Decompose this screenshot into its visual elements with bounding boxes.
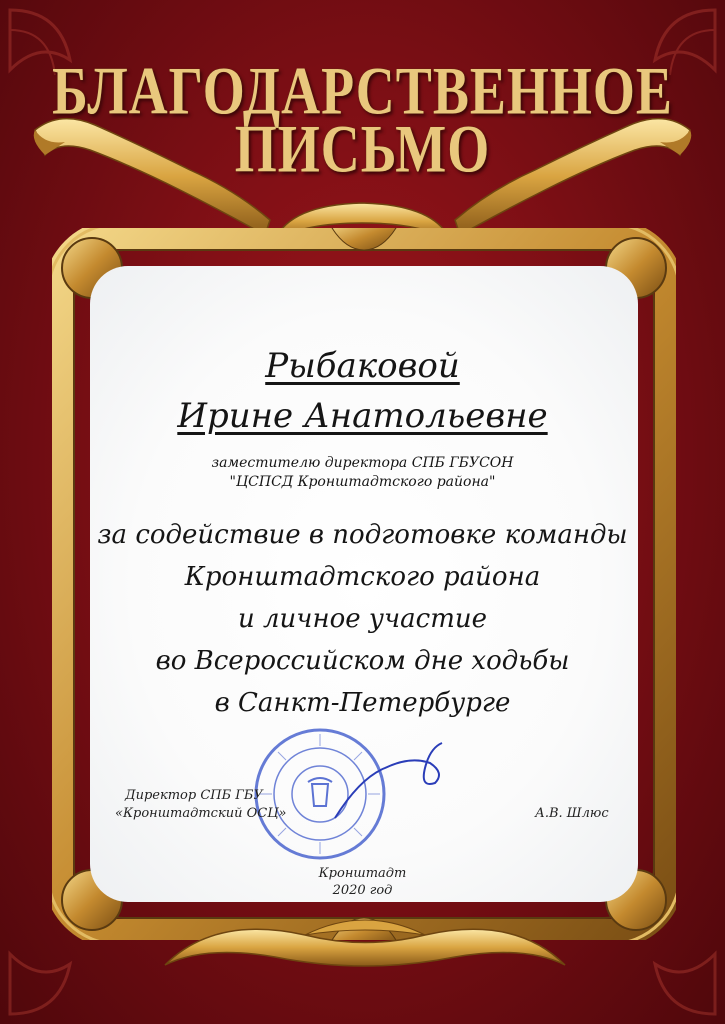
recipient-position-line1: заместителю директора СПБ ГБУСОН: [211, 455, 514, 471]
recipient-surname: Рыбаковой: [265, 346, 460, 386]
body-line-4: во Всероссийском дне ходьбы: [155, 646, 570, 676]
body-line-1: за содействие в подготовке команды: [97, 520, 628, 550]
body-line-3: и личное участие: [237, 604, 488, 634]
recipient-given-names: Ирине Анатольевне: [177, 396, 548, 436]
body-line-5: в Санкт-Петербурге: [214, 688, 511, 718]
recipient-position-line2: "ЦСПСД Кронштадтского района": [229, 474, 496, 490]
footer-city: Кронштадт: [318, 866, 407, 881]
certificate-title-line2: ПИСЬМО: [234, 111, 491, 187]
signature-role-line2: «Кронштадтский ОСЦ»: [115, 806, 287, 821]
certificate-title-line1: БЛАГОДАРСТВЕННОЕ: [52, 53, 673, 129]
signature-name: А.В. Шлюс: [535, 806, 609, 821]
handwritten-signature: [330, 738, 450, 828]
signature-role-line1: Директор СПБ ГБУ: [125, 788, 263, 803]
body-line-2: Кронштадтского района: [184, 562, 541, 592]
footer-year: 2020 год: [332, 883, 393, 898]
gold-ribbon-bottom: [155, 895, 575, 995]
